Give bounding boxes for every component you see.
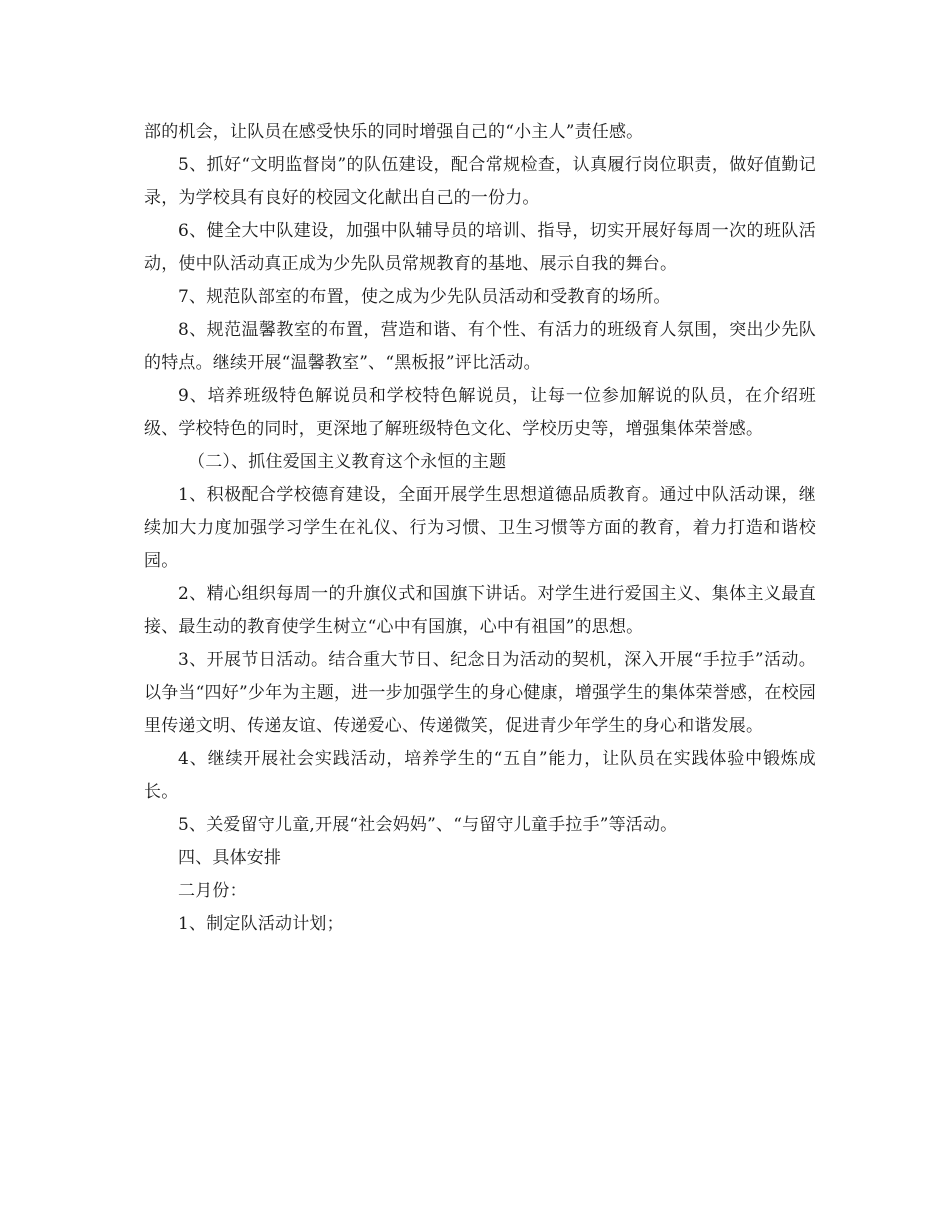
section-heading-patriotism: （二）、抓住爱国主义教育这个永恒的主题 <box>188 452 507 472</box>
paragraph-item-6-squad-building: 6、健全大中队建设，加强中队辅导员的培训、指导，切实开展好每周一次的班队活动，使中队活动真正成为少先队员常规教育的基地、展示自我的舞台。 <box>144 221 816 274</box>
paragraph-item-2-flag-ceremony: 2、精心组织每周一的升旗仪式和国旗下讲话。对学生进行爱国主义、集体主义最直接、最生动的教育使学生树立“心中有国旗，心中有祖国”的思想。 <box>144 584 816 637</box>
paragraph-item-5-left-behind-children: 5、关爱留守儿童,开展“社会妈妈”、“与留守儿童手拉手”等活动。 <box>178 815 678 835</box>
paragraph-item-3-festival-activities: 3、开展节日活动。结合重大节日、纪念日为活动的契机，深入开展“手拉手”活动。以争当“四好”少年为主题，进一步加强学生的身心健康，增强学生的集体荣誉感，在校园里传递文明、传递友谊、传递爱心、传递微笑，促进青少年学生的身心和谐发展。 <box>144 650 816 736</box>
paragraph-item-1-plan: 1、制定队活动计划； <box>178 914 344 934</box>
paragraph-item-9-guides: 9、培养班级特色解说员和学校特色解说员，让每一位参加解说的队员，在介绍班级、学校特色的同时，更深地了解班级特色文化、学校历史等，增强集体荣誉感。 <box>144 386 816 439</box>
paragraph-item-8-classroom: 8、规范温馨教室的布置，营造和谐、有个性、有活力的班级育人氛围，突出少先队的特点。继续开展“温馨教室”、“黑板报”评比活动。 <box>144 320 816 373</box>
paragraph-item-1-moral-education: 1、积极配合学校德育建设，全面开展学生思想道德品质教育。通过中队活动课，继续加大力度加强学习学生在礼仪、行为习惯、卫生习惯等方面的教育，着力打造和谐校园。 <box>144 485 816 571</box>
section-heading-schedule: 四、具体安排 <box>178 848 282 868</box>
document-body <box>144 116 816 941</box>
paragraph-continuation: 部的机会，让队员在感受快乐的同时增强自己的“小主人”责任感。 <box>144 122 644 142</box>
month-heading-february: 二月份： <box>178 881 247 901</box>
paragraph-item-7-team-room: 7、规范队部室的布置，使之成为少先队员活动和受教育的场所。 <box>178 287 671 307</box>
paragraph-item-5-civility-post: 5、抓好“文明监督岗”的队伍建设，配合常规检查，认真履行岗位职责，做好值勤记录，为学校具有良好的校园文化献出自己的一份力。 <box>144 155 816 208</box>
paragraph-item-4-social-practice: 4、继续开展社会实践活动，培养学生的“五自”能力，让队员在实践体验中锻炼成长。 <box>144 749 816 802</box>
